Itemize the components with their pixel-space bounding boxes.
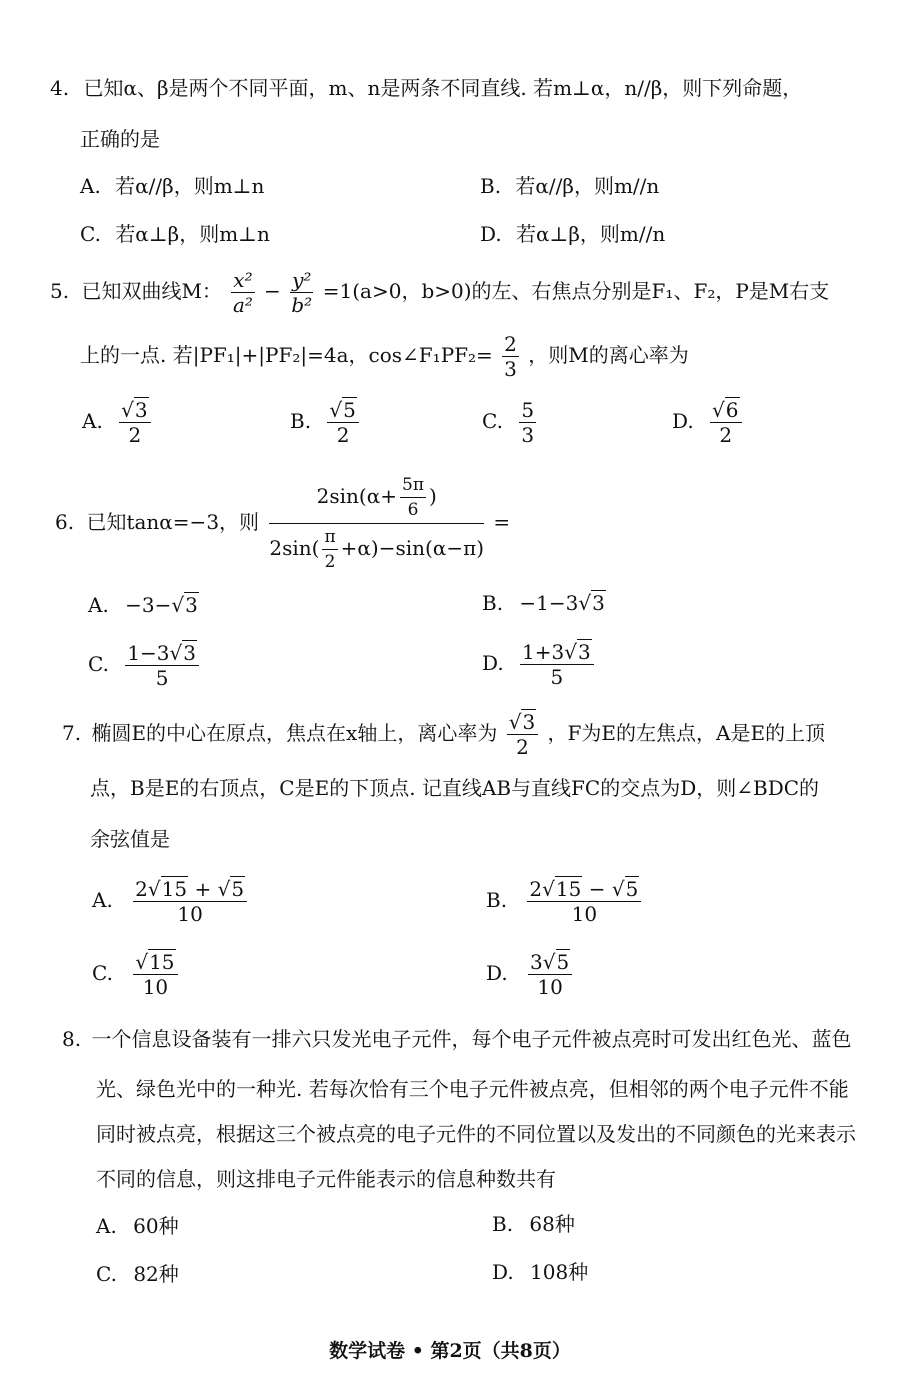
q6-numer-inner-num: 5π [400, 474, 426, 498]
denominator: 3 [521, 423, 535, 447]
q8-number: 8. [62, 1027, 82, 1051]
option-fraction [519, 399, 536, 446]
q4-number: 4. [50, 76, 70, 100]
q6-numer-pre: 2sin(α+ [316, 484, 397, 508]
denominator: 2 [719, 423, 733, 447]
radicand: 5 [231, 877, 245, 901]
q8-line1-text: 一个信息设备装有一排六只发光电子元件，每个电子元件被点亮时可发出红色光、蓝色 [91, 1027, 852, 1051]
option-label: D. [482, 651, 504, 675]
option-text: 若α//β，则m//n [515, 174, 660, 198]
option-label: D. [480, 222, 502, 246]
option-label: D. [672, 409, 694, 433]
q8-option-a[interactable] [96, 1213, 179, 1239]
numerator-pre: 1+3 [522, 640, 565, 664]
q8-line3: 同时被点亮，根据这三个被点亮的电子元件的不同位置以及发出的不同颜色的光来表示 [96, 1122, 856, 1146]
sqrt-icon: √3 [169, 641, 197, 665]
q5-line2-post: ，则M的离心率为 [528, 343, 689, 367]
option-text: 若α⊥β，则m//n [516, 222, 666, 246]
q6-numer-inner-den: 6 [407, 500, 419, 520]
q5-fx-den: a² [232, 293, 253, 317]
q5-cos-num: 2 [504, 332, 517, 356]
q5-fx-num: x² [233, 268, 253, 292]
option-fraction [119, 399, 150, 446]
numerator: 5 [521, 398, 535, 422]
radicand: 15 [161, 877, 188, 901]
q5-cos-fraction [502, 333, 519, 380]
q6-equals: = [493, 510, 511, 534]
q5-line2-pre: 上的一点. 若|PF₁|+|PF₂|=4a，cos∠F₁PF₂= [80, 343, 493, 367]
q4-stem-line2: 正确的是 [80, 127, 160, 151]
q6-option-a[interactable] [88, 592, 199, 618]
q8-line2: 光、绿色光中的一种光. 若每次恰有三个电子元件被点亮，但相邻的两个电子元件不能 [96, 1077, 849, 1101]
q6-numer-post: ) [429, 484, 437, 508]
radicand: 5 [556, 950, 570, 974]
q8-line4: 不同的信息，则这排电子元件能表示的信息种数共有 [96, 1167, 556, 1191]
radicand: 15 [149, 950, 175, 974]
q5-option-c[interactable] [482, 396, 539, 446]
sqrt-icon: √5 [217, 877, 245, 901]
q8-option-d[interactable] [492, 1259, 588, 1285]
q7-number: 7. [62, 721, 82, 745]
q6-denominator [269, 524, 484, 573]
option-text: 若α⊥β，则m⊥n [115, 222, 270, 246]
denominator: 2 [516, 735, 529, 759]
q6-denom-inner [322, 526, 337, 573]
q4-option-c[interactable] [80, 221, 270, 247]
coefficient: 2 [529, 877, 543, 901]
q7-option-b[interactable] [486, 873, 644, 927]
q4-option-a[interactable] [80, 173, 264, 199]
numerator-pre: 1−3 [127, 641, 170, 665]
option-text: 82种 [133, 1262, 179, 1286]
option-label: B. [492, 1212, 514, 1236]
q5-line1 [50, 266, 829, 316]
q6-option-d[interactable] [482, 636, 597, 690]
q8-line1 [62, 1027, 851, 1051]
option-label: A. [92, 888, 113, 912]
option-fraction [125, 642, 199, 689]
page-footer: 数学试卷 • 第2页（共8页） [329, 1340, 571, 1362]
radicand: 5 [625, 877, 639, 901]
denominator: 10 [537, 975, 563, 999]
q5-fy-num: y² [292, 268, 312, 292]
sqrt-icon: √5 [542, 950, 570, 974]
option-label: C. [482, 409, 503, 433]
q4-option-b[interactable] [480, 173, 659, 199]
q4-stem-line1: 已知α、β是两个不同平面，m、n是两条不同直线. 若m⊥α，n//β，则下列命题， [83, 76, 803, 100]
sqrt-icon: √6 [712, 398, 739, 422]
radicand: 3 [183, 641, 197, 665]
option-text: 若α//β，则m⊥n [115, 174, 265, 198]
option-label: D. [492, 1260, 514, 1284]
denominator: 10 [177, 902, 203, 926]
q5-line2 [80, 330, 689, 380]
sqrt-icon: √3 [508, 710, 536, 734]
option-fraction [710, 399, 741, 446]
q6-stem-pre: 已知tanα=−3，则 [86, 510, 260, 534]
q5-option-a[interactable] [82, 396, 154, 446]
denominator: 5 [550, 665, 564, 689]
option-fraction [528, 951, 572, 998]
q6-number: 6. [55, 510, 75, 534]
operator: + [194, 877, 212, 901]
option-label: B. [486, 888, 508, 912]
option-label: B. [290, 409, 312, 433]
option-label: C. [80, 222, 101, 246]
option-label: B. [480, 174, 502, 198]
sqrt-icon: √3 [121, 398, 148, 422]
option-fraction [527, 878, 641, 925]
option-label: C. [88, 652, 109, 676]
q5-fraction-y [290, 269, 313, 316]
q8-option-b[interactable] [492, 1211, 575, 1237]
q5-option-b[interactable] [290, 396, 362, 446]
option-text: 68种 [529, 1212, 575, 1236]
option-fraction [327, 399, 358, 446]
radicand: 3 [578, 640, 591, 664]
q6-denom-inner-num: π [322, 526, 337, 550]
option-fraction [133, 951, 177, 998]
q4-option-d[interactable] [480, 221, 665, 247]
radicand: 3 [134, 398, 148, 422]
radicand: 6 [725, 398, 739, 422]
q6-option-b[interactable] [482, 590, 606, 616]
denominator: 5 [155, 666, 169, 690]
option-text: −1−3 [519, 591, 579, 615]
option-label: A. [96, 1214, 117, 1238]
option-text: 60种 [133, 1214, 179, 1238]
option-text: 108种 [530, 1260, 589, 1284]
option-label: C. [96, 1262, 117, 1286]
denominator: 2 [128, 423, 142, 447]
sqrt-icon: √15 [135, 950, 175, 974]
option-text: −3− [125, 593, 172, 617]
option-fraction [520, 641, 594, 688]
option-label: D. [486, 961, 508, 985]
q7-line3: 余弦值是 [90, 827, 170, 851]
option-label: C. [92, 961, 113, 985]
option-label: A. [88, 593, 109, 617]
option-label: A. [80, 174, 101, 198]
q7-option-c[interactable] [92, 946, 181, 1000]
option-fraction [133, 878, 247, 925]
q5-option-d[interactable] [672, 396, 745, 446]
q7-option-a[interactable] [92, 873, 250, 927]
sqrt-icon: √3 [171, 593, 198, 617]
q5-fy-den: b² [291, 293, 313, 317]
sqrt-icon: √5 [329, 398, 356, 422]
coefficient: 3 [530, 950, 543, 974]
q6-big-fraction [269, 474, 484, 573]
sqrt-icon: √15 [542, 877, 582, 901]
radicand: 5 [343, 398, 356, 422]
denominator: 10 [571, 902, 598, 926]
q7-line1-pre: 椭圆E的中心在原点，焦点在x轴上，离心率为 [91, 721, 498, 745]
q6-numer-inner [400, 474, 426, 521]
coefficient: 2 [135, 877, 148, 901]
q6-option-c[interactable] [88, 637, 202, 691]
radicand: 3 [185, 593, 198, 617]
q4-line1 [50, 76, 802, 100]
q6-denom-inner-den: 2 [324, 552, 336, 572]
q5-stem-pre: 已知双曲线M： [81, 279, 222, 303]
option-label: B. [482, 591, 504, 615]
q7-line1 [62, 706, 825, 760]
sqrt-icon: √3 [564, 640, 591, 664]
q6-numerator [269, 474, 484, 524]
q5-minus: − [263, 279, 281, 303]
q6-denom-pre: 2sin( [269, 536, 320, 560]
option-label: A. [82, 409, 103, 433]
q5-number: 5. [50, 279, 70, 303]
q5-stem-post: =1(a>0，b>0)的左、右焦点分别是F₁、F₂，P是M右支 [322, 279, 830, 303]
sqrt-icon: √3 [578, 591, 605, 615]
q7-line2: 点，B是E的右顶点，C是E的下顶点. 记直线AB与直线FC的交点为D，则∠BDC的 [90, 776, 820, 800]
radicand: 15 [555, 877, 582, 901]
sqrt-icon: √15 [147, 877, 188, 901]
q5-fraction-x [231, 269, 254, 316]
denominator: 2 [336, 423, 350, 447]
q5-cos-den: 3 [504, 357, 517, 381]
denominator: 10 [142, 975, 169, 999]
q7-line1-post: ，F为E的左焦点，A是E的上顶 [547, 721, 826, 745]
q7-ecc-fraction [507, 711, 538, 758]
radicand: 3 [592, 591, 605, 615]
q6-denom-post: +α)−sin(α−π) [340, 536, 485, 560]
operator: − [588, 877, 606, 901]
q6-line [55, 474, 510, 573]
radicand: 3 [522, 710, 536, 734]
sqrt-icon: √5 [611, 877, 639, 901]
q7-option-d[interactable] [486, 946, 575, 1000]
q8-option-c[interactable] [96, 1261, 179, 1287]
